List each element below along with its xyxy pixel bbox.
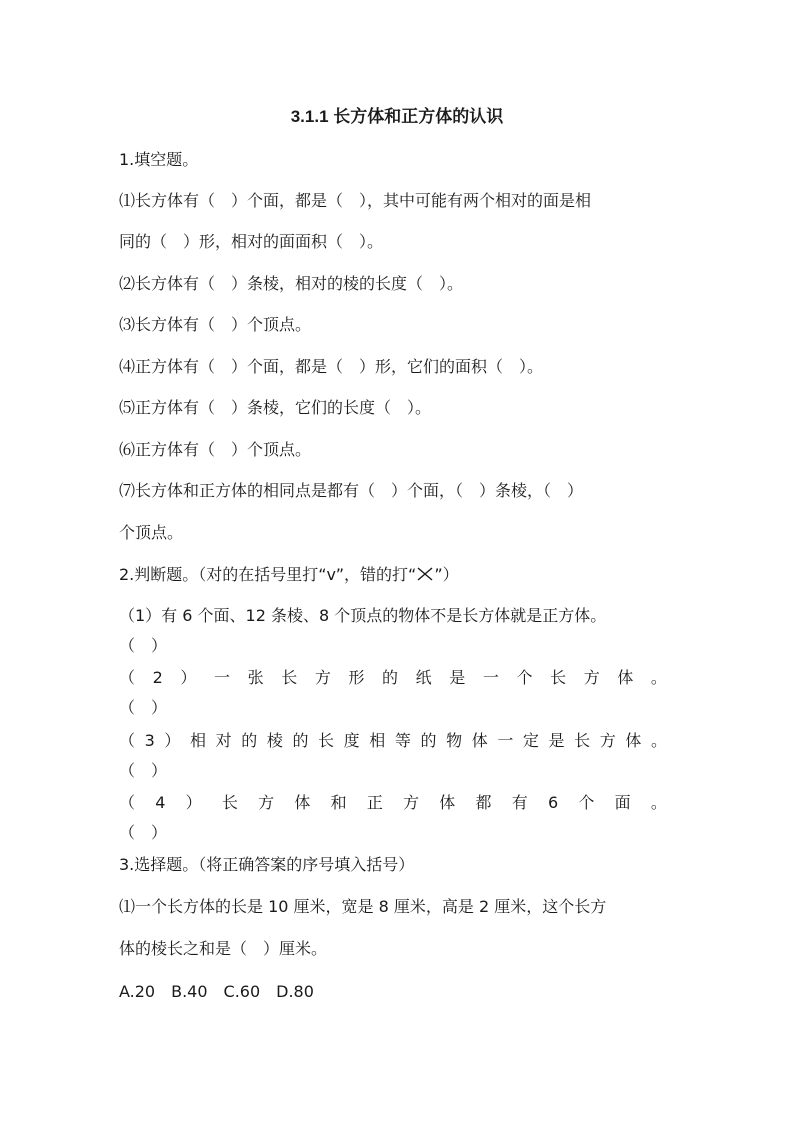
statement-char: 面 <box>614 793 631 812</box>
choice-q1-options: A.20 B.40 C.60 D.80 <box>119 982 314 1001</box>
choice-q1-line2: 体的棱长之和是（ ）厘米。 <box>119 939 328 958</box>
statement-char: 长 <box>221 793 238 812</box>
section1-heading: 1.填空题。 <box>119 150 199 169</box>
statement-char: 长 <box>318 731 335 750</box>
statement-char: 体 <box>617 668 634 687</box>
cross-mark-icon <box>416 567 434 581</box>
statement-char: 的 <box>241 731 258 750</box>
statement-char: 度 <box>343 731 360 750</box>
statement-char: 体 <box>625 731 642 750</box>
statement-char: 正 <box>366 793 383 812</box>
judge-statement-4 <box>119 793 667 813</box>
statement-char: 长 <box>281 668 298 687</box>
statement-char: 方 <box>583 668 600 687</box>
section2-heading-prefix: 2.判断题。（对的在括号里打“v”，错的打“ <box>119 565 417 584</box>
statement-char: 。 <box>650 793 667 812</box>
fill-blank-q4: ⑷正方体有（ ）个面，都是（ ）形，它们的面积（ ）。 <box>119 357 544 376</box>
statement-char: 有 <box>511 793 528 812</box>
statement-char: 物 <box>446 731 463 750</box>
statement-char: 3 <box>144 731 155 750</box>
statement-char: 和 <box>330 793 347 812</box>
fill-blank-q3: ⑶长方体有（ ）个顶点。 <box>119 315 312 334</box>
statement-char: 体 <box>471 731 488 750</box>
fill-blank-q6: ⑹正方体有（ ）个顶点。 <box>119 440 312 459</box>
statement-char: 。 <box>650 731 667 750</box>
judge-answer-paren-2: （ ） <box>119 698 168 717</box>
statement-char: 等 <box>394 731 411 750</box>
statement-char: 一 <box>497 731 514 750</box>
section3-heading: 3.选择题。（将正确答案的序号填入括号） <box>119 855 415 874</box>
statement-char: 棱 <box>266 731 283 750</box>
statement-char: （ <box>119 731 136 750</box>
statement-char: 方 <box>314 668 331 687</box>
statement-char: 。 <box>650 668 667 687</box>
statement-char: 一 <box>482 668 499 687</box>
statement-char: 是 <box>548 731 565 750</box>
statement-char: 2 <box>152 668 163 687</box>
statement-char: 方 <box>258 793 275 812</box>
statement-char: 都 <box>475 793 492 812</box>
statement-char: 的 <box>382 668 399 687</box>
statement-char: 一 <box>214 668 231 687</box>
statement-char: 形 <box>348 668 365 687</box>
statement-char: 相 <box>190 731 207 750</box>
statement-char: 个 <box>516 668 533 687</box>
statement-char: ） <box>180 668 197 687</box>
fill-blank-q1-line2: 同的（ ）形，相对的面面积（ ）。 <box>119 232 384 251</box>
judge-answer-paren-3: （ ） <box>119 761 168 780</box>
statement-char: 体 <box>294 793 311 812</box>
statement-char: （ <box>119 668 136 687</box>
statement-char: （ <box>119 793 136 812</box>
judge-answer-paren-4: （ ） <box>119 823 168 842</box>
statement-char: 对 <box>215 731 232 750</box>
statement-char: 个 <box>578 793 595 812</box>
judge-statement-2 <box>119 668 667 688</box>
statement-char: 方 <box>599 731 616 750</box>
statement-char: 的 <box>292 731 309 750</box>
fill-blank-q1-line1: ⑴长方体有（ ）个面，都是（ ），其中可能有两个相对的面是相 <box>119 191 592 210</box>
judge-statement-1: （1）有 6 个面、12 条棱、8 个顶点的物体不是长方体就是正方体。 <box>119 606 607 625</box>
statement-char: 的 <box>420 731 437 750</box>
judge-statement-3 <box>119 731 667 751</box>
page-title: 3.1.1 长方体和正方体的认识 <box>290 107 504 126</box>
statement-char: 方 <box>403 793 420 812</box>
section2-heading <box>119 565 459 585</box>
statement-char: 张 <box>247 668 264 687</box>
judge-answer-paren-1: （ ） <box>119 636 168 655</box>
statement-char: 长 <box>574 731 591 750</box>
choice-q1-line1: ⑴一个长方体的长是 10 厘米，宽是 8 厘米，高是 2 厘米，这个长方 <box>119 897 607 916</box>
statement-char: ） <box>164 731 181 750</box>
statement-char: ） <box>185 793 202 812</box>
statement-char: 6 <box>547 793 559 812</box>
fill-blank-q7-line1: ⑺长方体和正方体的相同点是都有（ ）个面，（ ）条棱，（ ） <box>119 481 584 500</box>
section2-heading-suffix: ”） <box>434 565 459 584</box>
statement-char: 是 <box>449 668 466 687</box>
statement-char: 4 <box>155 793 166 812</box>
fill-blank-q2: ⑵长方体有（ ）条棱，相对的棱的长度（ ）。 <box>119 274 464 293</box>
fill-blank-q7-line2: 个顶点。 <box>119 523 184 542</box>
statement-char: 纸 <box>415 668 432 687</box>
fill-blank-q5: ⑸正方体有（ ）条棱，它们的长度（ ）。 <box>119 398 432 417</box>
statement-char: 长 <box>550 668 567 687</box>
statement-char: 体 <box>439 793 456 812</box>
statement-char: 相 <box>369 731 386 750</box>
statement-char: 定 <box>522 731 539 750</box>
